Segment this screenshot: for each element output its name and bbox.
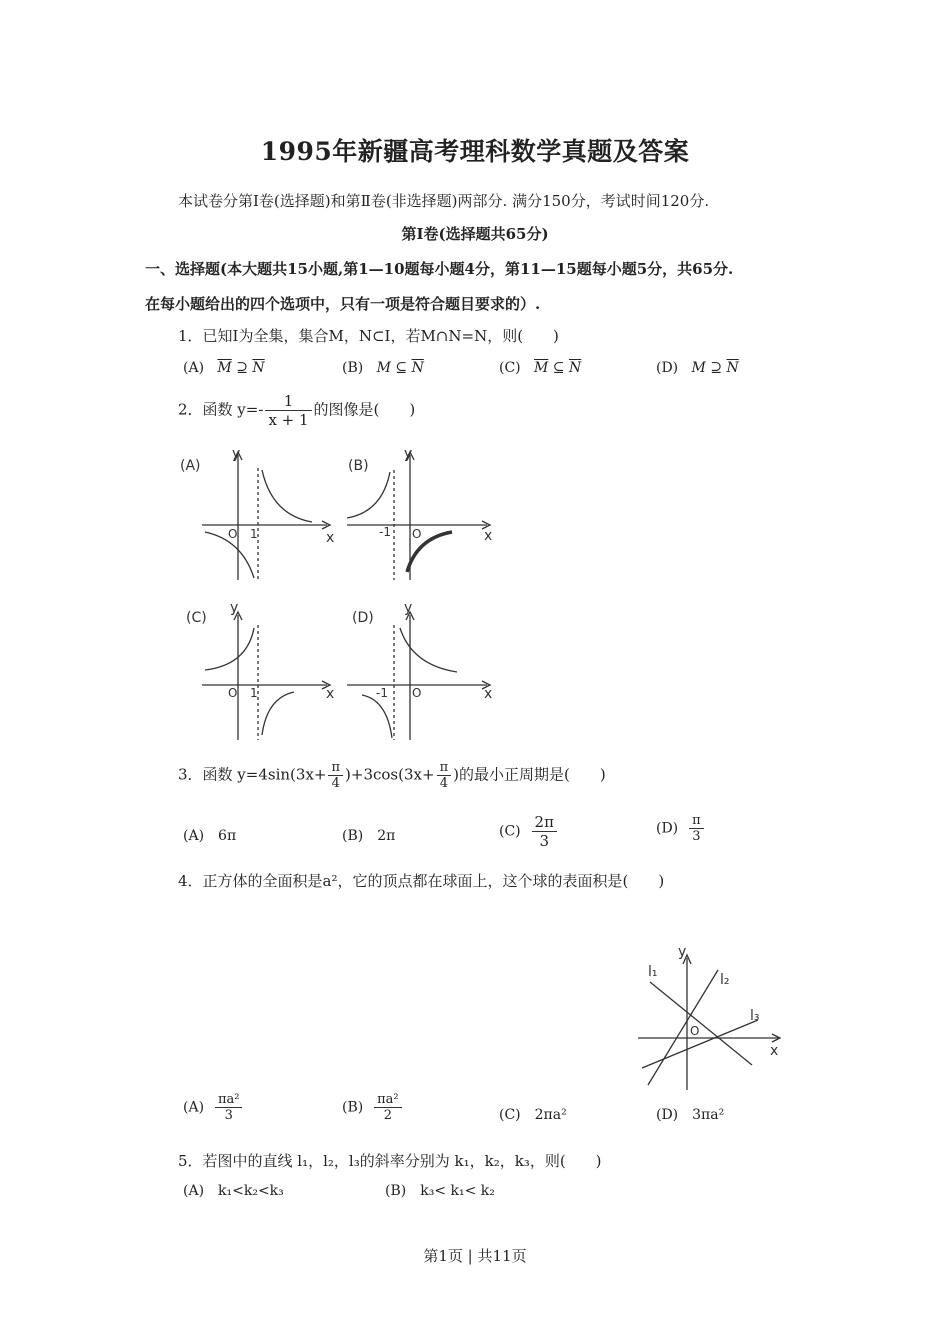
question-1-text: 1．已知I为全集，集合M，N⊂I，若M∩N=N，则( ) bbox=[178, 327, 559, 345]
svg-text:y: y bbox=[404, 446, 413, 462]
q1-option-a: (A) $\overline{M}$ ⊇ $\overline{N}$ bbox=[183, 360, 265, 376]
svg-text:x: x bbox=[770, 1043, 779, 1059]
question-3-text: 3．函数 y=4sin(3x+ $\frac{\pi}{4}$ )+3cos(3x+ $\frac{\pi}{4}$ )的最小正周期是( ) bbox=[178, 760, 606, 791]
svg-text:O: O bbox=[228, 686, 238, 700]
question-4-text: 4．正方体的全面积是a²，它的顶点都在球面上，这个球的表面积是( ) bbox=[178, 872, 665, 890]
section-heading-line2: 在每小题给出的四个选项中，只有一项是符合题目要求的）. bbox=[145, 295, 541, 313]
line-l2-label: l₂ bbox=[720, 972, 730, 988]
svg-text:x: x bbox=[484, 528, 493, 544]
question-2-text: 2．函数 y=- $\frac{1}{x + 1}$ 的图像是( ) bbox=[178, 392, 416, 429]
graph-a-label: (A) bbox=[180, 458, 201, 474]
q4-option-b: (B) $\frac{\text{πa²}}{2}$ bbox=[342, 1092, 404, 1123]
svg-text:y: y bbox=[232, 446, 241, 462]
intro-text: 本试卷分第Ⅰ卷(选择题)和第Ⅱ卷(非选择题)两部分. 满分150分，考试时间120分. bbox=[178, 192, 710, 210]
q4-option-c: (C) 2πa² bbox=[499, 1107, 567, 1123]
q3-option-b: (B) 2π bbox=[342, 828, 396, 844]
graph-c-label: (C) bbox=[186, 610, 207, 626]
svg-text:1: 1 bbox=[250, 527, 258, 541]
section-heading-line1: 一、选择题(本大题共15小题,第1—10题每小题4分，第11—15题每小题5分，共65分. bbox=[145, 260, 734, 278]
q5-lines-graph bbox=[630, 940, 790, 1100]
q4-option-d: (D) 3πa² bbox=[656, 1107, 725, 1123]
line-l3-label: l₃ bbox=[750, 1008, 760, 1024]
q2-fraction: $\frac{1}{x + 1}$ bbox=[265, 392, 311, 429]
svg-text:y: y bbox=[404, 600, 413, 616]
svg-text:-1: -1 bbox=[376, 686, 388, 700]
svg-text:x: x bbox=[326, 686, 335, 702]
graph-d-label: (D) bbox=[352, 610, 374, 626]
graph-b-label: (B) bbox=[348, 458, 369, 474]
page-footer: 第1页 | 共11页 bbox=[423, 1247, 527, 1265]
page-title: 1995年新疆高考理科数学真题及答案 bbox=[260, 137, 690, 166]
question-5-text: 5．若图中的直线 l₁，l₂，l₃的斜率分别为 k₁，k₂，k₃，则( ) bbox=[178, 1152, 602, 1170]
svg-text:y: y bbox=[230, 600, 239, 616]
svg-text:x: x bbox=[484, 686, 493, 702]
svg-text:-1: -1 bbox=[379, 525, 391, 539]
svg-text:O: O bbox=[690, 1024, 700, 1038]
q2-graph-options bbox=[172, 440, 512, 750]
q3-option-d: (D) $\frac{\pi}{3}$ bbox=[656, 813, 706, 844]
svg-text:O: O bbox=[412, 527, 422, 541]
svg-text:x: x bbox=[326, 530, 335, 546]
q3-option-c: (C) $\frac{2\pi}{3}$ bbox=[499, 813, 559, 850]
q1-option-d: (D) M ⊇ $\overline{N}$ bbox=[656, 360, 739, 376]
part-heading: 第Ⅰ卷(选择题共65分) bbox=[401, 225, 549, 243]
svg-text:y: y bbox=[678, 944, 687, 960]
line-l1-label: l₁ bbox=[648, 964, 658, 980]
q1-option-c: (C) $\overline{M}$ ⊆ $\overline{N}$ bbox=[499, 360, 582, 376]
q1-option-b: (B) M ⊆ $\overline{N}$ bbox=[342, 360, 424, 376]
svg-text:O: O bbox=[228, 527, 238, 541]
q3-option-a: (A) 6π bbox=[183, 828, 237, 844]
q4-option-a: (A) $\frac{\text{πa²}}{3}$ bbox=[183, 1092, 244, 1123]
q5-option-a: (A) k₁<k₂<k₃ bbox=[183, 1183, 284, 1199]
q5-option-b: (B) k₃< k₁< k₂ bbox=[385, 1183, 495, 1199]
svg-text:O: O bbox=[412, 686, 422, 700]
svg-text:1: 1 bbox=[250, 686, 258, 700]
